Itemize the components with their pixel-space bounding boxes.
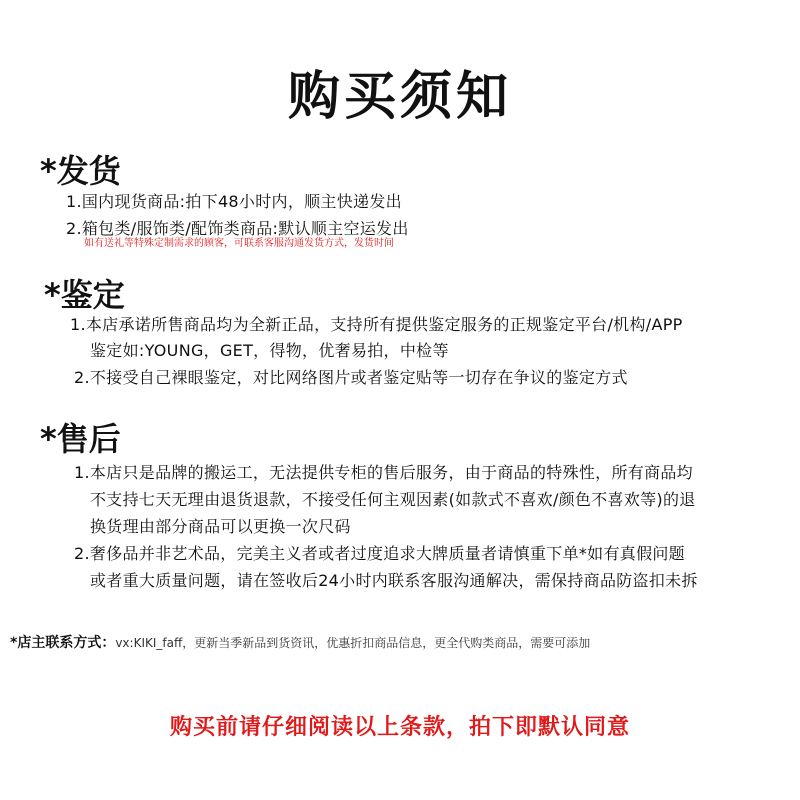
shipping-heading: *发货 (40, 152, 121, 190)
after-sales-item-2-line-2: 或者重大质量问题，请在签收后24小时内联系客服沟通解决，需保持商品防盗扣未拆 (90, 571, 698, 590)
shipping-item-1: 1.国内现货商品:拍下48小时内，顺主快递发出 (66, 192, 402, 211)
after-sales-item-2-line-1: 2.奢侈品并非艺术品，完美主义者或者过度追求大牌质量者请慎重下单*如有真假问题 (74, 544, 685, 563)
after-sales-item-1-line-3: 换货理由部分商品可以更换一次尺码 (90, 517, 351, 536)
after-sales-heading: *售后 (40, 420, 121, 458)
contact-label: *店主联系方式： (10, 635, 116, 651)
shipping-item-2: 2.箱包类/服饰类/配饰类商品:默认顺主空运发出 (66, 219, 409, 238)
footer-agreement: 购买前请仔细阅读以上条款，拍下即默认同意 (169, 715, 630, 740)
contact-text: vx:KIKI_faff，更新当季新品到货资讯，优惠折扣商品信息，更全代购类商品，需要可添加 (115, 636, 591, 650)
authentication-item-1-line-1: 1.本店承诺所售商品均为全新正品，支持所有提供鉴定服务的正规鉴定平台/机构/APP (70, 315, 683, 334)
after-sales-item-1-line-2: 不支持七天无理由退货退款，不接受任何主观因素(如款式不喜欢/颜色不喜欢等)的退 (90, 490, 696, 509)
authentication-item-2: 2.不接受自己裸眼鉴定，对比网络图片或者鉴定贴等一切存在争议的鉴定方式 (74, 368, 628, 387)
authentication-heading: *鉴定 (44, 276, 125, 314)
contact-row (10, 632, 590, 652)
page-title: 购买须知 (287, 67, 512, 127)
after-sales-item-1-line-1: 1.本店只是品牌的搬运工，无法提供专柜的售后服务，由于商品的特殊性，所有商品均 (74, 463, 693, 482)
shipping-note: 如有送礼等特殊定制需求的顾客，可联系客服沟通发货方式，发货时间 (84, 238, 394, 249)
authentication-item-1-line-2: 鉴定如:YOUNG，GET，得物，优奢易拍，中检等 (90, 341, 449, 360)
